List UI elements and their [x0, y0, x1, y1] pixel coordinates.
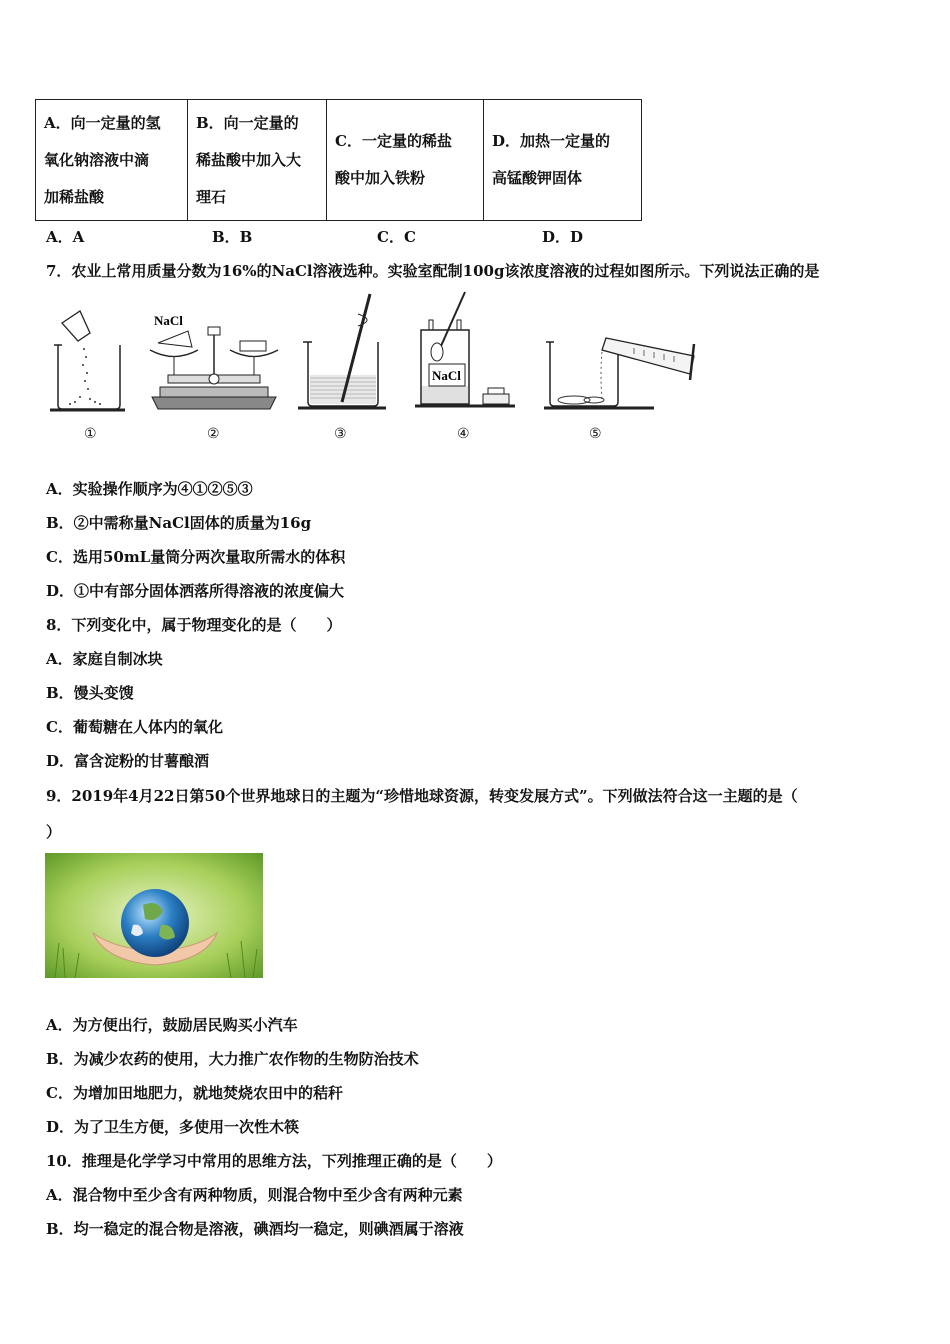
- figure-label-4: ④: [457, 426, 470, 442]
- q6-options-table: [35, 99, 642, 221]
- q10-option-b[interactable]: B．均一稳定的混合物是溶液，碘酒均一稳定，则碘酒属于溶液: [46, 1220, 464, 1238]
- q7-option-b[interactable]: B．②中需称量NaCl固体的质量为16g: [46, 514, 312, 532]
- q6-answer-d[interactable]: D．D: [542, 228, 584, 246]
- q9-stem-line2: ）: [46, 823, 62, 841]
- q8-option-d[interactable]: D．富含淀粉的甘薯酿酒: [46, 752, 210, 770]
- balance-figure: [148, 305, 280, 415]
- q6-option-b-cell[interactable]: B．向一定量的 稀盐酸中加入大 理石: [188, 100, 327, 221]
- q6-option-c-cell[interactable]: C．一定量的稀盐 酸中加入铁粉: [327, 100, 484, 221]
- nacl-label-bottle: NaCl: [432, 368, 461, 383]
- q8-stem: 8．下列变化中，属于物理变化的是（ ）: [46, 616, 342, 634]
- q9-stem-line1: 9．2019年4月22日第50个世界地球日的主题为“珍惜地球资源，转变发展方式”。下列做法符合这一主题的是（: [46, 787, 798, 805]
- earth-in-hands-photo: [45, 853, 263, 978]
- q9-option-c[interactable]: C．为增加田地肥力，就地焚烧农田中的秸秆: [46, 1084, 343, 1102]
- q9-option-a[interactable]: A．为方便出行，鼓励居民购买小汽车: [46, 1016, 298, 1034]
- q6-answer-b[interactable]: B．B: [212, 228, 253, 246]
- figure-label-1: ①: [84, 426, 97, 442]
- q9-option-b[interactable]: B．为减少农药的使用，大力推广农作物的生物防治技术: [46, 1050, 419, 1068]
- q7-option-d[interactable]: D．①中有部分固体洒落所得溶液的浓度偏大: [46, 582, 345, 600]
- pouring-water-figure: [544, 318, 709, 415]
- q8-option-c[interactable]: C．葡萄糖在人体内的氧化: [46, 718, 223, 736]
- q7-stem: 7．农业上常用质量分数为16%的NaCl溶液选种。实验室配制100g该浓度溶液的过程如图所示。下列说法正确的是: [46, 262, 820, 280]
- q6-option-d-cell[interactable]: D．加热一定量的 高锰酸钾固体: [484, 100, 642, 221]
- q6-answer-c[interactable]: C．C: [377, 228, 416, 246]
- q7-option-a[interactable]: A．实验操作顺序为④①②⑤③: [46, 480, 253, 498]
- q9-option-d[interactable]: D．为了卫生方便，多使用一次性木筷: [46, 1118, 300, 1136]
- figure-label-3: ③: [334, 426, 347, 442]
- figure-label-5: ⑤: [589, 426, 602, 442]
- stirring-figure: [298, 290, 388, 415]
- pouring-solid-figure: [50, 305, 130, 415]
- nacl-label-balance: NaCl: [154, 313, 183, 328]
- q6-option-a-cell[interactable]: A．向一定量的氢 氧化钠溶液中滴 加稀盐酸: [36, 100, 188, 221]
- q8-option-b[interactable]: B．馒头变馊: [46, 684, 134, 702]
- q10-option-a[interactable]: A．混合物中至少含有两种物质，则混合物中至少含有两种元素: [46, 1186, 463, 1204]
- q8-option-a[interactable]: A．家庭自制冰块: [46, 650, 163, 668]
- reagent-bottle-figure: [415, 290, 515, 415]
- figure-label-2: ②: [207, 426, 220, 442]
- q6-answer-a[interactable]: A．A: [46, 228, 85, 246]
- q7-option-c[interactable]: C．选用50mL量筒分两次量取所需水的体积: [46, 548, 346, 566]
- q10-stem: 10．推理是化学学习中常用的思维方法，下列推理正确的是（ ）: [46, 1152, 502, 1170]
